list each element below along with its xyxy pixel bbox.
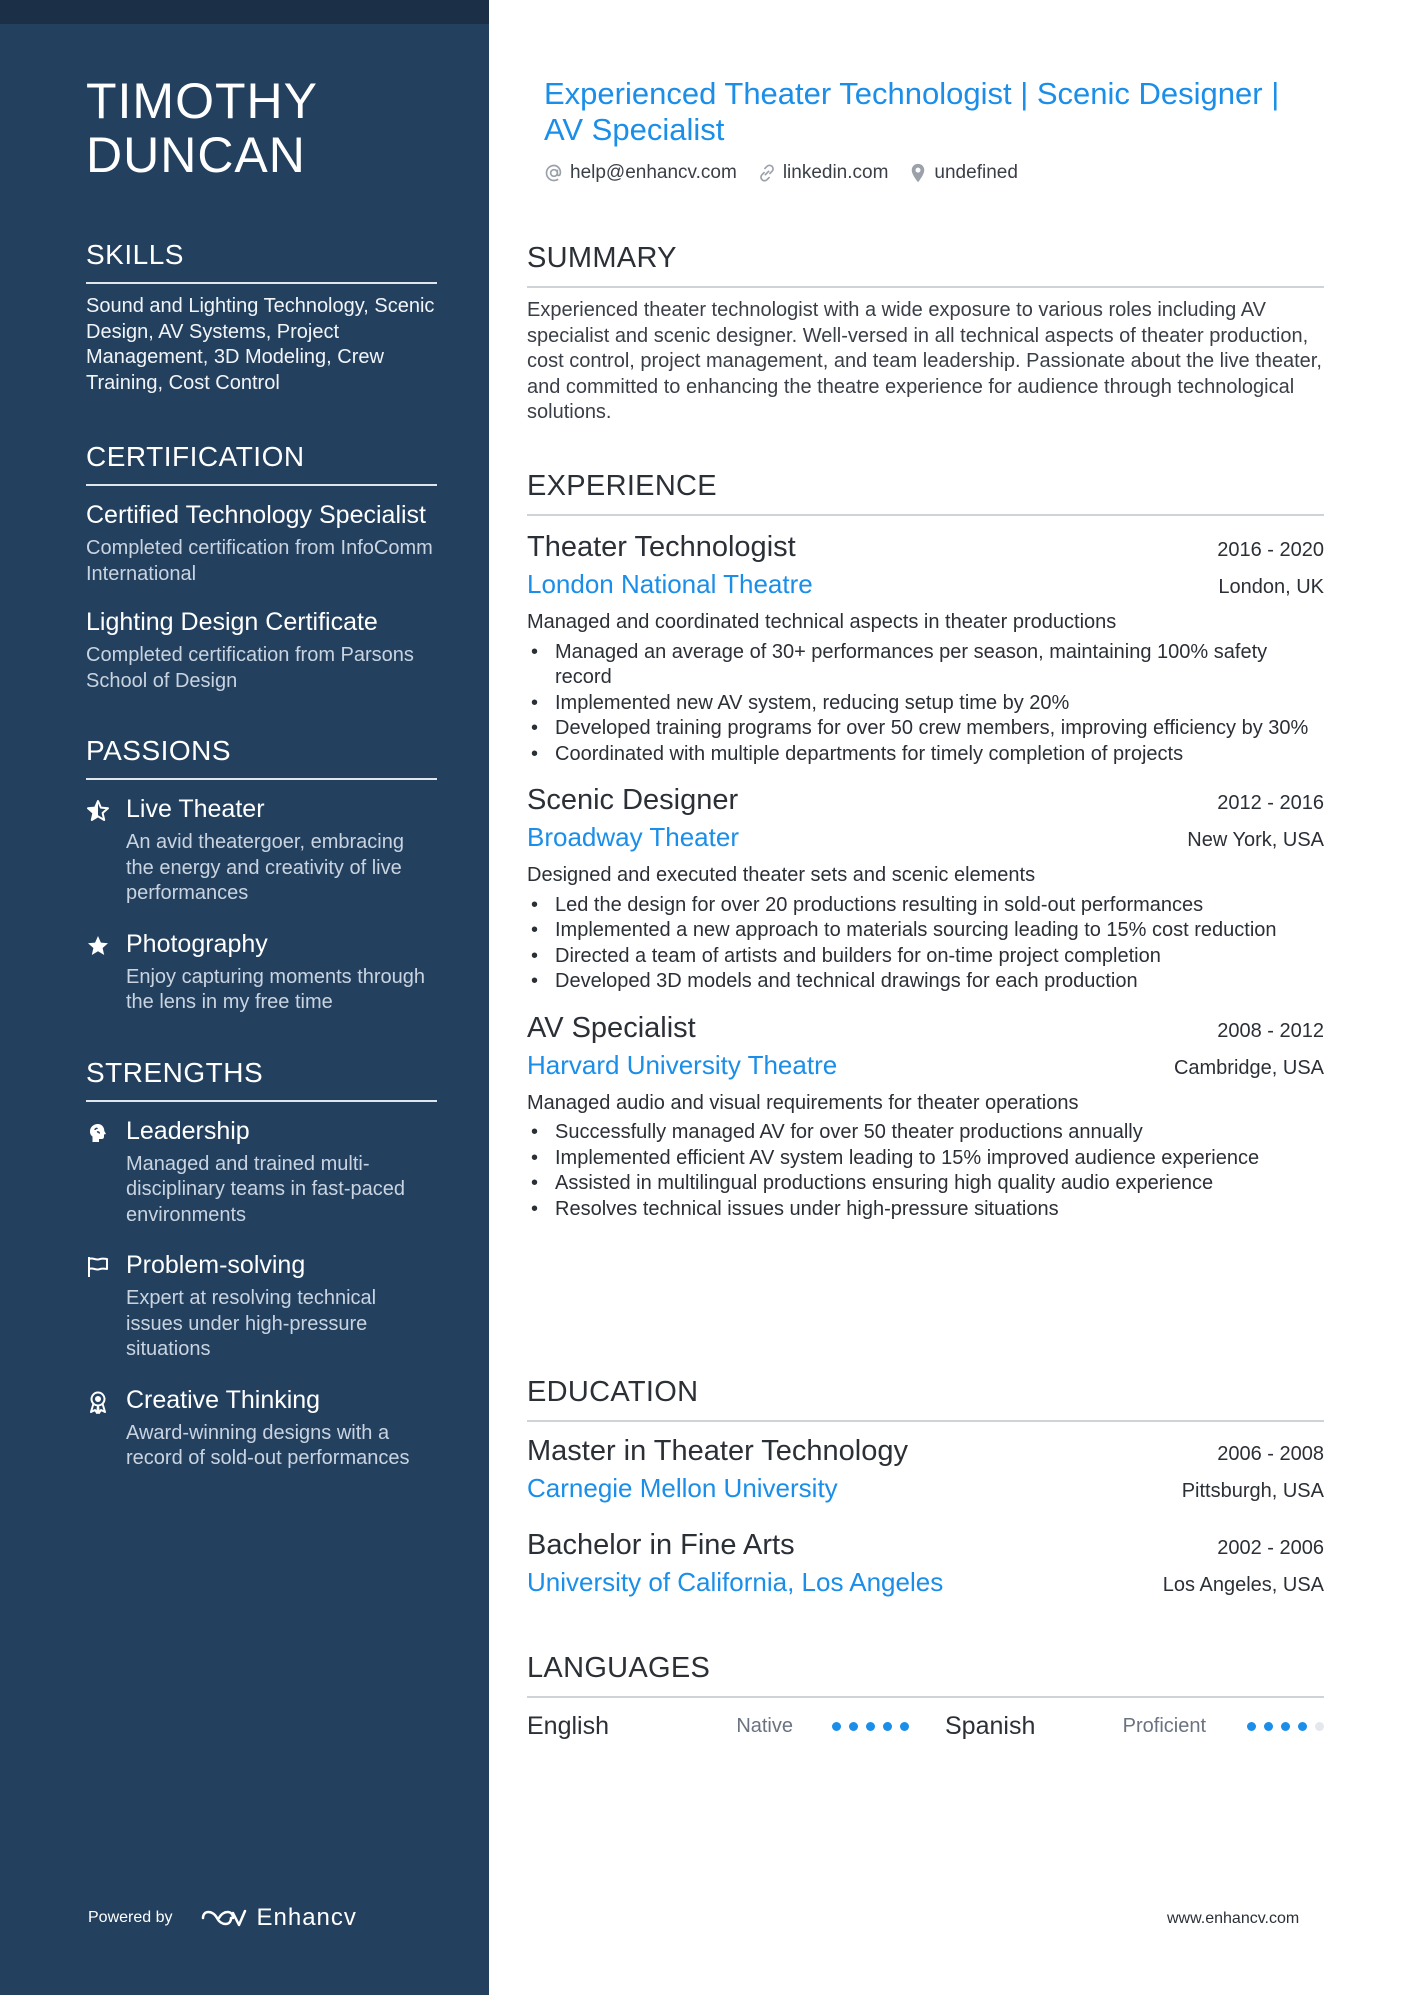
- languages-row: [527, 1708, 1324, 1744]
- job-bullets: [527, 1120, 1324, 1222]
- education-degree: Master in Theater Technology: [527, 1435, 908, 1467]
- contact-linkedin-text: linkedin.com: [782, 162, 889, 183]
- certification-item: [86, 607, 437, 694]
- language-item: [909, 1712, 1324, 1741]
- powered-by: [88, 1904, 357, 1932]
- passions-title: PASSIONS: [86, 734, 437, 780]
- education-dates: 2002 - 2006: [1217, 1537, 1324, 1559]
- contact-location: [908, 162, 1017, 184]
- sidebar: [0, 0, 489, 1995]
- certification-item: [86, 500, 437, 587]
- rating-dot-filled: [849, 1722, 858, 1731]
- rating-dot-empty: [1315, 1722, 1324, 1731]
- job-entry: [527, 1009, 1324, 1223]
- contact-email[interactable]: [544, 162, 737, 184]
- education-location: Pittsburgh, USA: [1181, 1480, 1324, 1502]
- at-icon: [544, 163, 564, 183]
- summary-title: SUMMARY: [527, 240, 1324, 288]
- rating-dot-filled: [900, 1722, 909, 1731]
- job-company: London National Theatre: [527, 569, 813, 599]
- job-description: Managed and coordinated technical aspects in theater productions: [527, 611, 1117, 633]
- passion-desc: An avid theatergoer, embracing the energy and creativity of live performances: [126, 831, 404, 904]
- language-name: Spanish: [945, 1711, 1036, 1740]
- location-pin-icon: [908, 162, 928, 184]
- strength-title: Leadership: [126, 1116, 250, 1145]
- strength-title: Creative Thinking: [126, 1385, 321, 1414]
- strength-item: [86, 1116, 437, 1229]
- job-description: Managed audio and visual requirements for theater operations: [527, 1091, 1079, 1114]
- education-degree: Bachelor in Fine Arts: [527, 1529, 795, 1561]
- education-entry: [527, 1432, 1324, 1506]
- skills-section: [86, 238, 437, 396]
- job-title: Scenic Designer: [527, 784, 739, 816]
- job-title: AV Specialist: [527, 1011, 696, 1044]
- star-half-icon: [86, 799, 110, 823]
- link-icon: [757, 163, 777, 183]
- job-dates: 2008 - 2012: [1217, 1019, 1324, 1042]
- job-location: Cambridge, USA: [1173, 1056, 1324, 1079]
- strengths-section: [86, 1056, 437, 1472]
- language-level: Proficient: [1122, 1714, 1207, 1737]
- job-bullet: • Led the design for over 20 productions resulting in sold-out performances: [555, 893, 1324, 919]
- language-level: Native: [736, 1714, 794, 1737]
- strengths-title: STRENGTHS: [86, 1056, 437, 1102]
- flag-icon: [86, 1255, 110, 1279]
- certification-title-text: Certified Technology Specialist: [86, 501, 427, 529]
- brand-name: Enhancv: [256, 1904, 357, 1931]
- summary-section: [527, 240, 1324, 426]
- certification-section: [86, 440, 437, 694]
- experience-title: EXPERIENCE: [527, 468, 1324, 516]
- rating-dot-filled: [1298, 1722, 1307, 1731]
- job-dates: 2016 - 2020: [1217, 539, 1324, 561]
- education-dates: 2006 - 2008: [1217, 1443, 1324, 1465]
- passion-item: [86, 794, 437, 907]
- job-bullet: • Resolves technical issues under high-pressure situations: [555, 1197, 1324, 1223]
- strength-item: [86, 1250, 437, 1363]
- language-name: English: [527, 1711, 609, 1740]
- job-location: New York, USA: [1187, 829, 1324, 851]
- contact-row: [544, 162, 1018, 184]
- job-bullet: • Implemented a new approach to materials sourcing leading to 15% cost reduction: [555, 918, 1324, 944]
- sidebar-top-bar: [0, 0, 489, 24]
- job-bullet: • Developed 3D models and technical drawings for each production: [555, 969, 1324, 995]
- job-entry: [527, 528, 1324, 767]
- strength-desc: Managed and trained multi-disciplinary teams in fast-paced environments: [126, 1152, 406, 1226]
- enhancv-logo-icon: [199, 1905, 247, 1931]
- skills-text: Sound and Lighting Technology, Scenic Design, AV Systems, Project Management, 3D Modeling, Crew Training, Cost Control: [86, 295, 435, 394]
- headline: Experienced Theater Technologist | Scenic Designer | AV Specialist: [544, 76, 1280, 147]
- job-entry: [527, 781, 1324, 995]
- brain-icon: [86, 1121, 110, 1145]
- job-company: Broadway Theater: [527, 822, 739, 852]
- skills-title: SKILLS: [86, 238, 437, 284]
- job-title: Theater Technologist: [527, 531, 796, 563]
- language-item: [527, 1712, 909, 1741]
- contact-email-text: help@enhancv.com: [570, 162, 737, 183]
- job-bullet: • Directed a team of artists and builders for on-time project completion: [555, 944, 1324, 970]
- rating-dot-filled: [1264, 1722, 1273, 1731]
- award-icon: [86, 1390, 110, 1414]
- powered-by-label: Powered by: [88, 1909, 173, 1926]
- job-bullet: • Managed an average of 30+ performances per season, maintaining 100% safety record: [555, 640, 1324, 691]
- certification-desc: Completed certification from InfoComm International: [86, 537, 433, 585]
- education-location: Los Angeles, USA: [1162, 1574, 1324, 1596]
- job-bullet: • Developed training programs for over 50 crew members, improving efficiency by 30%: [555, 716, 1324, 742]
- job-bullet: • Assisted in multilingual productions ensuring high quality audio experience: [555, 1171, 1324, 1197]
- language-rating: [832, 1722, 909, 1731]
- rating-dot-filled: [866, 1722, 875, 1731]
- rating-dot-filled: [1281, 1722, 1290, 1731]
- job-bullets: [527, 893, 1324, 995]
- star-icon: [86, 934, 110, 958]
- rating-dot-filled: [832, 1722, 841, 1731]
- job-bullet: • Successfully managed AV for over 50 theater productions annually: [555, 1120, 1324, 1146]
- contact-linkedin[interactable]: [757, 162, 889, 184]
- summary-text: Experienced theater technologist with a wide exposure to various roles including AV specialist and scenic designer. Well-versed in all technical aspects of theater production, cost control, project management, and team leadership. Passionate about the live theater, and committed to enhancing the theatre experience for audience through technological solutions.: [527, 299, 1322, 423]
- passion-title: Live Theater: [126, 795, 265, 823]
- job-bullet: • Coordinated with multiple departments for timely completion of projects: [555, 742, 1324, 768]
- strength-desc: Award-winning designs with a record of sold-out performances: [126, 1421, 410, 1469]
- education-section: [527, 1374, 1324, 1600]
- job-description: Designed and executed theater sets and scenic elements: [527, 864, 1036, 886]
- job-company: Harvard University Theatre: [527, 1049, 838, 1080]
- sidebar-content: [86, 74, 437, 1472]
- passion-desc: Enjoy capturing moments through the lens in my free time: [126, 965, 426, 1013]
- job-bullet: • Implemented new AV system, reducing setup time by 20%: [555, 691, 1324, 717]
- job-bullets: [527, 640, 1324, 768]
- strength-item: [86, 1385, 437, 1472]
- job-location: London, UK: [1218, 576, 1324, 598]
- footer-url[interactable]: www.enhancv.com: [1167, 1910, 1300, 1927]
- education-entry: [527, 1526, 1324, 1600]
- certification-title: CERTIFICATION: [86, 440, 437, 486]
- job-dates: 2012 - 2016: [1217, 792, 1324, 814]
- certification-title-text: Lighting Design Certificate: [86, 608, 378, 636]
- person-name: TIMOTHY DUNCAN: [86, 73, 318, 183]
- contact-location-text: undefined: [934, 162, 1018, 183]
- certification-desc: Completed certification from Parsons School of Design: [86, 644, 414, 692]
- strength-desc: Expert at resolving technical issues under high-pressure situations: [126, 1287, 377, 1360]
- education-title: EDUCATION: [527, 1374, 1324, 1422]
- passion-item: [86, 929, 437, 1016]
- strength-title: Problem-solving: [126, 1251, 306, 1279]
- passion-title: Photography: [126, 929, 268, 958]
- education-school: University of California, Los Angeles: [527, 1567, 944, 1597]
- rating-dot-filled: [1247, 1722, 1256, 1731]
- experience-section: [527, 468, 1324, 1222]
- brand-logo[interactable]: [199, 1904, 357, 1932]
- languages-title: LANGUAGES: [527, 1650, 1324, 1698]
- passions-section: [86, 734, 437, 1016]
- language-rating: [1247, 1722, 1324, 1731]
- education-school: Carnegie Mellon University: [527, 1473, 838, 1503]
- languages-section: [527, 1650, 1324, 1744]
- job-bullet: • Implemented efficient AV system leading to 15% improved audience experience: [555, 1146, 1324, 1172]
- rating-dot-filled: [883, 1722, 892, 1731]
